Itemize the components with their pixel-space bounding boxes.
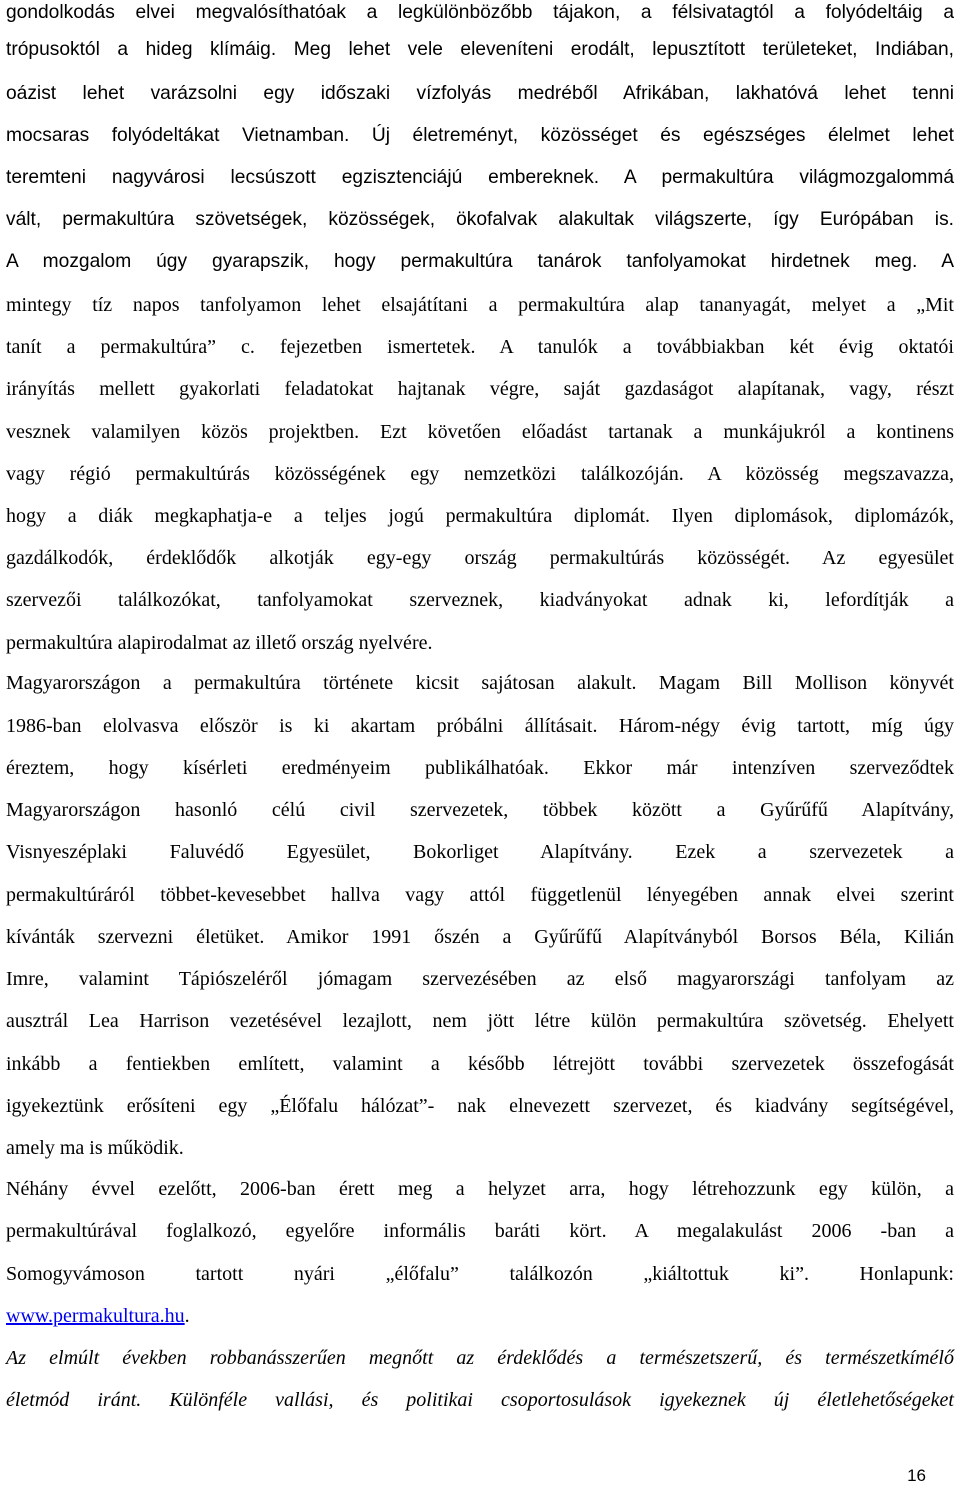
text-line: trópusoktól a hideg klímáig. Meg lehet vele eleveníteni erodált, lepusztított területeket, Indiában,: [6, 39, 954, 60]
text-line: ausztrál Lea Harrison vezetésével lezajlott, nem jött létre külön permakultúra szövetség. Ehelyett: [6, 1010, 954, 1032]
text-line: Somogyvámoson tartott nyári „élőfalu” találkozón „kiáltottuk ki”. Honlapunk:: [6, 1263, 954, 1285]
text-line: [6, 1301, 954, 1331]
text-line: amely ma is működik.: [6, 1137, 184, 1159]
text-line: gondolkodás elvei megvalósíthatóak a legkülönbözőbb tájakon, a félsivatagtól a folyódeltáig a: [6, 2, 954, 23]
link-suffix: .: [184, 1305, 190, 1327]
text-line: Az elmúlt években robbanásszerűen megnőtt az érdeklődés a természetszerű, és természetkímélő: [6, 1347, 954, 1369]
text-line: inkább a fentiekben említett, valamint a később létrejött további szervezetek összefogását: [6, 1053, 954, 1075]
text-line: Magyarországon a permakultúra története kicsit sajátosan alakult. Magam Bill Mollison könyvét: [6, 672, 954, 694]
text-line: életmód iránt. Különféle vallási, és politikai csoportosulások igyekeznek új életlehetőségeket: [6, 1389, 954, 1411]
text-line: Néhány évvel ezelőtt, 2006-ban érett meg a helyzet arra, hogy létrehozzunk egy külön, a: [6, 1178, 954, 1200]
text-line: mintegy tíz napos tanfolyamon lehet elsajátítani a permakultúra alap tananyagát, melyet a „Mit: [6, 294, 954, 316]
text-line: Visnyeszéplaki Faluvédő Egyesület, Bokorliget Alapítvány. Ezek a szervezetek a: [6, 841, 954, 863]
text-line: hogy a diák megkaphatja-e a teljes jogú permakultúra diplomát. Ilyen diplomások, diplomázók,: [6, 505, 954, 527]
text-line: oázist lehet varázsolni egy időszaki vízfolyás medréből Afrikában, lakhatóvá lehet tenni: [6, 83, 954, 104]
text-line: igyekeztünk erősíteni egy „Élőfalu hálózat”- nak elnevezett szervezet, és kiadvány segítségével,: [6, 1095, 954, 1117]
text-line: szervezői találkozókat, tanfolyamokat szerveznek, kiadványokat adnak ki, lefordítják a: [6, 589, 954, 611]
text-line: Magyarországon hasonló célú civil szervezetek, többek között a Gyűrűfű Alapítvány,: [6, 799, 954, 821]
text-line: mocsaras folyódeltákat Vietnamban. Új életreményt, közösséget és egészséges élelmet lehet: [6, 125, 954, 146]
text-line: 1986-ban elolvasva először is ki akartam próbálni állításait. Három-négy évig tartott, míg úgy: [6, 715, 954, 737]
page-number: 16: [907, 1466, 926, 1485]
text-line: Imre, valamint Tápiószeléről jómagam szervezésében az első magyarországi tanfolyam az: [6, 968, 954, 990]
text-line: irányítás mellett gyakorlati feladatokat hajtanak végre, saját gazdaságot alapítanak, vagy, részt: [6, 378, 954, 400]
text-line: vesznek valamilyen közös projektben. Ezt követően előadást tartanak a munkájukról a kontinens: [6, 421, 954, 443]
text-line: permakultúráról többet-kevesebbet hallva vagy attól függetlenül lényegében annak elvei szerint: [6, 884, 954, 906]
website-link[interactable]: www.permakultura.hu: [6, 1305, 185, 1327]
text-line: vált, permakultúra szövetségek, közösségek, ökofalvak alakultak világszerte, így Európában is.: [6, 209, 954, 230]
text-line: permakultúra alapirodalmat az illető ország nyelvére.: [6, 632, 433, 654]
text-line: tanít a permakultúra” c. fejezetben ismertetek. A tanulók a továbbiakban két évig oktatói: [6, 336, 954, 358]
text-line: gazdálkodók, érdeklődők alkotják egy-egy ország permakultúrás közösségét. Az egyesület: [6, 547, 954, 569]
text-line: vagy régió permakultúrás közösségének egy nemzetközi találkozóján. A közösség megszavazza,: [6, 463, 954, 485]
text-line: éreztem, hogy kísérleti eredményeim publikálhatóak. Ekkor már intenzíven szerveződtek: [6, 757, 954, 779]
text-line: kívánták szervezni életüket. Amikor 1991 őszén a Gyűrűfű Alapítványból Borsos Béla, Kilián: [6, 926, 954, 948]
text-line: A mozgalom úgy gyarapszik, hogy permakultúra tanárok tanfolyamokat hirdetnek meg. A: [6, 251, 954, 272]
text-line: teremteni nagyvárosi lecsúszott egzisztenciájú embereknek. A permakultúra világmozgalommá: [6, 167, 954, 188]
text-line: permakultúrával foglalkozó, egyelőre informális baráti kört. A megalakulást 2006 -ban a: [6, 1220, 954, 1242]
